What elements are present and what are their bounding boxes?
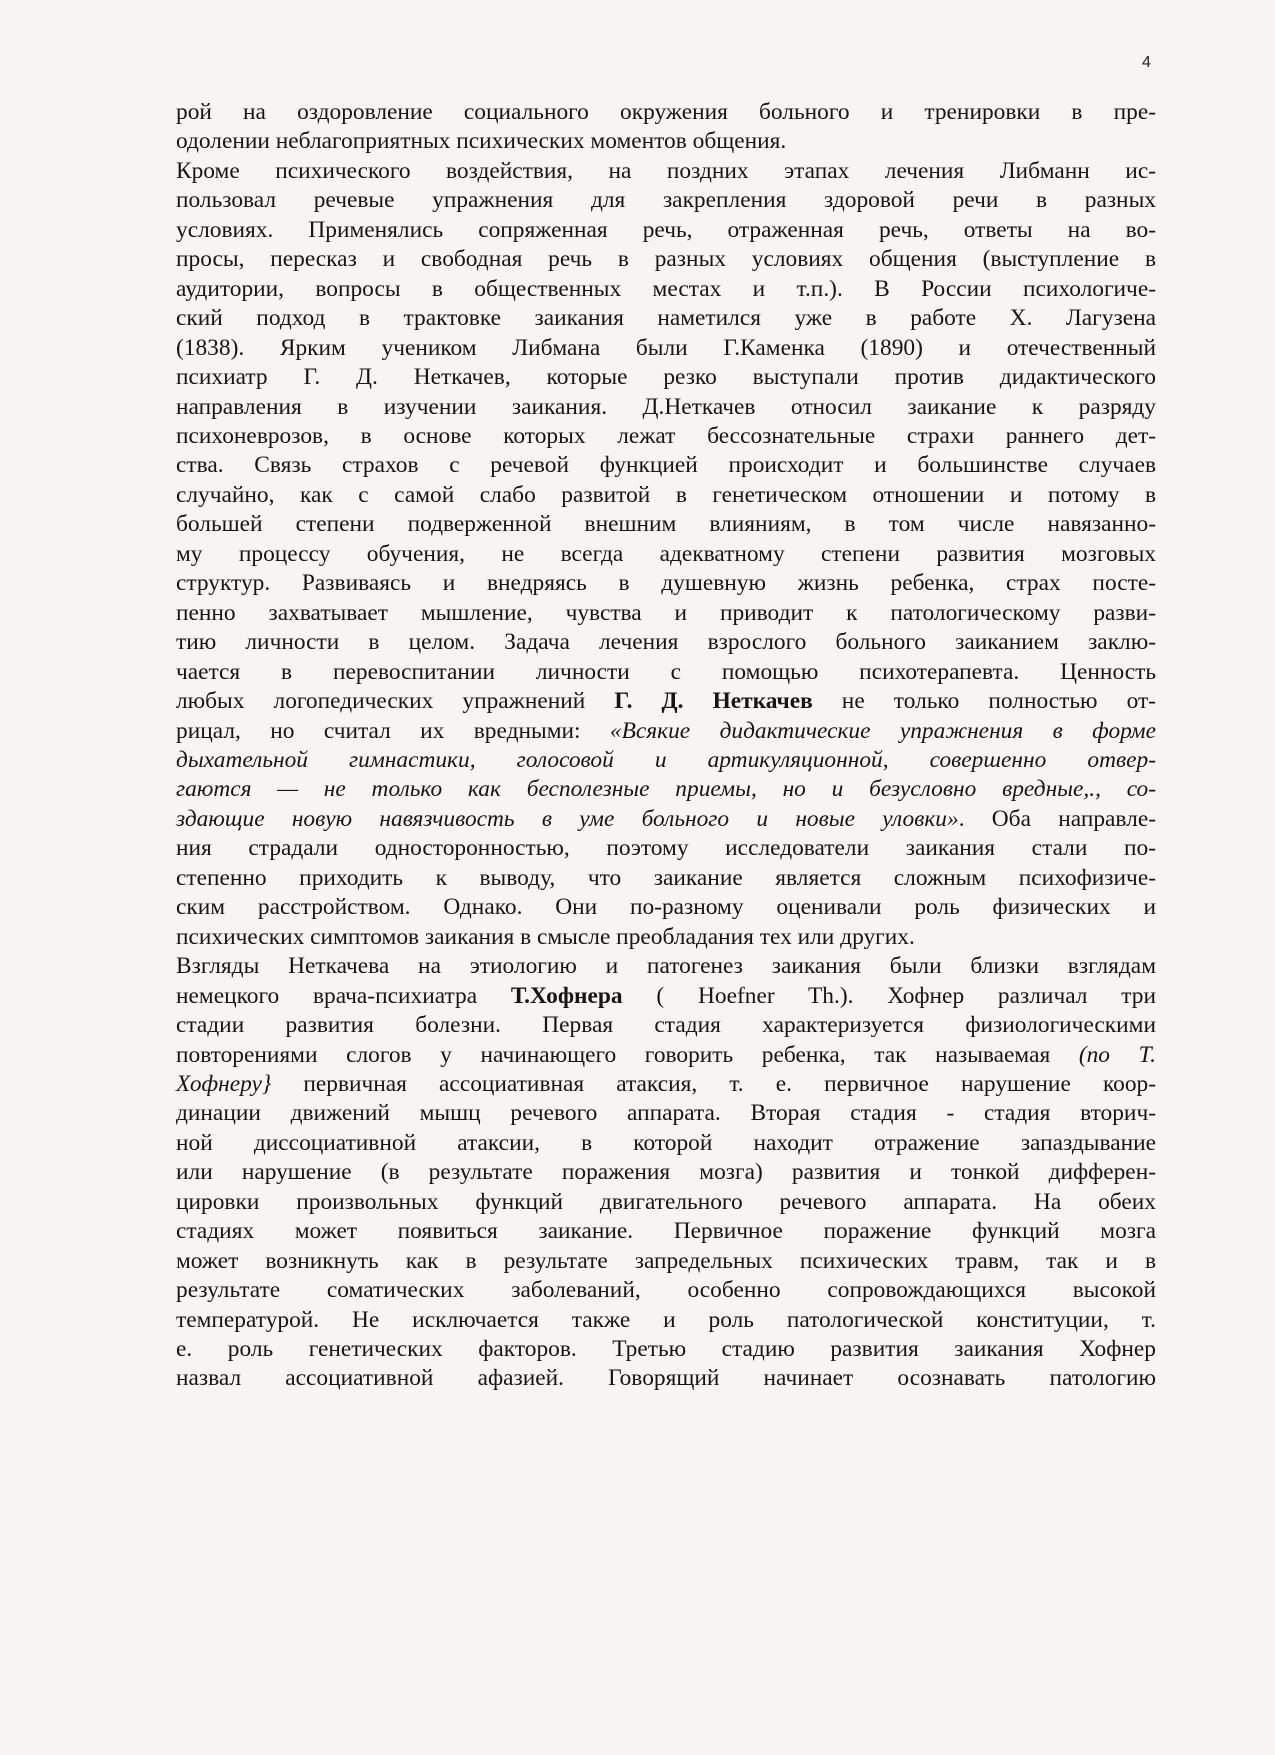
text-segment: результате соматических заболеваний, особенно сопровождающихся высокой (176, 1277, 1156, 1304)
text-segment: большей степени подверженной внешним влияниям, в том числе навязанно- (176, 511, 1156, 538)
text-line (176, 1276, 1156, 1305)
text-segment: просы, пересказ и свободная речь в разных условиях общения (выступление в (176, 246, 1156, 273)
text-line (176, 717, 1156, 746)
text-line (176, 687, 1156, 716)
text-segment: степенно приходить к выводу, что заикание является сложным психофизиче- (176, 864, 1156, 891)
text-line (176, 628, 1156, 657)
text-segment: е. роль генетических факторов. Третью стадию развития заикания Хофнер (176, 1336, 1156, 1363)
text-segment: ский подход в трактовке заикания наметился уже в работе Х. Лагузена (176, 305, 1156, 332)
text-line (176, 923, 1156, 952)
text-line (176, 952, 1156, 981)
text-line (176, 334, 1156, 363)
text-segment: психоневрозов, в основе которых лежат бессознательные страхи раннего дет- (176, 422, 1156, 449)
text-line (176, 186, 1156, 215)
text-segment: не только полностью от- (812, 688, 1156, 715)
text-line (176, 393, 1156, 422)
text-line (176, 1099, 1156, 1128)
text-segment: стадии развития болезни. Первая стадия характеризуется физиологическими (176, 1012, 1156, 1039)
text-line (176, 1306, 1156, 1335)
text-segment: ной диссоциативной атаксии, в которой находит отражение запаздывание (176, 1129, 1156, 1156)
text-line (176, 275, 1156, 304)
text-segment: динации движений мышц речевого аппарата. Вторая стадия - стадия вторич- (176, 1100, 1156, 1127)
text-line (176, 864, 1156, 893)
text-line (176, 157, 1156, 186)
text-segment: стадиях может появиться заикание. Первичное поражение функций мозга (176, 1218, 1156, 1245)
text-segment: пользовал речевые упражнения для закрепления здоровой речи в разных (176, 187, 1156, 214)
text-segment: или нарушение (в результате поражения мозга) развития и тонкой дифферен- (176, 1159, 1156, 1186)
text-segment: ( Hoefner Th.). Хофнер различал три (622, 982, 1156, 1009)
text-segment: тию личности в целом. Задача лечения взрослого больного заиканием заклю- (176, 629, 1156, 656)
text-line (176, 805, 1156, 834)
text-segment: первичная ассоциативная атаксия, т. е. первичное нарушение коор- (271, 1070, 1156, 1097)
text-line (176, 363, 1156, 392)
text-line (176, 510, 1156, 539)
italic-text-segment: здающие новую навязчивость в уме больного и новые уловки» (176, 805, 959, 832)
text-line (176, 1041, 1156, 1070)
text-line (176, 569, 1156, 598)
text-segment: назвал ассоциативной афазией. Говорящий начинает осознавать патологию (176, 1365, 1156, 1392)
text-line (176, 422, 1156, 451)
text-segment: может возникнуть как в результате запредельных психических травм, так и в (176, 1247, 1156, 1274)
text-line (176, 1011, 1156, 1040)
text-segment: чается в перевоспитании личности с помощью психотерапевта. Ценность (176, 658, 1156, 685)
text-line (176, 451, 1156, 480)
text-segment: ния страдали односторонностью, поэтому исследователи заикания стали по- (176, 835, 1156, 862)
italic-text-segment: Хофнеру} (176, 1070, 272, 1097)
text-line (176, 1188, 1156, 1217)
text-line (176, 1217, 1156, 1246)
text-segment: пенно захватывает мышление, чувства и приводит к патологическому разви- (176, 599, 1156, 626)
text-segment: цировки произвольных функций двигательного речевого аппарата. На обеих (176, 1188, 1156, 1215)
text-line (176, 1247, 1156, 1276)
text-line (176, 481, 1156, 510)
text-segment: Взгляды Неткачева на этиологию и патогенез заикания были близки взглядам (176, 953, 1156, 980)
body-text (176, 98, 1156, 1394)
text-line (176, 834, 1156, 863)
text-segment: случайно, как с самой слабо развитой в генетическом отношении и потому в (176, 481, 1156, 508)
text-line (176, 304, 1156, 333)
text-segment: (1838). Ярким учеником Либмана были Г.Каменка (1890) и отечественный (176, 334, 1156, 361)
text-line (176, 540, 1156, 569)
text-segment: ским расстройством. Однако. Они по-разному оценивали роль физических и (176, 894, 1156, 921)
text-line (176, 1335, 1156, 1364)
page-number: 4 (1142, 54, 1151, 71)
text-line (176, 127, 1156, 156)
text-segment: повторениями слогов у начинающего говорить ребенка, так называемая (176, 1041, 1079, 1068)
italic-text-segment: (по Т. (1078, 1041, 1156, 1068)
text-line (176, 599, 1156, 628)
text-segment: Кроме психического воздействия, на поздних этапах лечения Либманн ис- (176, 157, 1156, 184)
text-segment: условиях. Применялись сопряженная речь, отраженная речь, ответы на во- (176, 216, 1156, 243)
text-segment: температурой. Не исключается также и роль патологической конституции, т. (176, 1306, 1156, 1333)
text-line (176, 1158, 1156, 1187)
text-line (176, 982, 1156, 1011)
bold-text-segment: Г. Д. Неткачев (614, 688, 813, 715)
text-segment: . Оба направле- (958, 805, 1156, 832)
text-segment: любых логопедических упражнений (176, 688, 615, 715)
text-segment: рицал, но считал их вредными: (176, 717, 610, 744)
text-segment: одолении неблагоприятных психических моментов общения. (176, 128, 787, 155)
text-segment: аудитории, вопросы в общественных местах и т.п.). В России психологиче- (176, 275, 1156, 302)
text-segment: рой на оздоровление социального окружения больного и тренировки в пре- (176, 99, 1156, 125)
text-segment: психиатр Г. Д. Неткачев, которые резко выступали против дидактического (176, 364, 1156, 391)
text-line (176, 658, 1156, 687)
text-line (176, 893, 1156, 922)
bold-text-segment: Т.Хофнера (510, 982, 623, 1009)
text-segment: му процессу обучения, не всегда адекватному степени развития мозговых (176, 540, 1156, 567)
italic-text-segment: «Всякие дидактические упражнения в форме (609, 717, 1156, 744)
text-segment: психических симптомов заикания в смысле преобладания тех или других. (176, 923, 915, 950)
text-line (176, 245, 1156, 274)
text-line (176, 216, 1156, 245)
text-line (176, 98, 1156, 127)
text-line (176, 1364, 1156, 1393)
italic-text-segment: дыхательной гимнастики, голосовой и артикуляционной, совершенно отвер- (176, 746, 1156, 773)
text-line (176, 1129, 1156, 1158)
italic-text-segment: гаются — не только как бесполезные приемы, но и безусловно вредные,., со- (176, 776, 1156, 803)
text-segment: структур. Развиваясь и внедряясь в душевную жизнь ребенка, страх посте- (176, 570, 1156, 597)
text-segment: направления в изучении заикания. Д.Неткачев относил заикание к разряду (176, 393, 1156, 420)
text-segment: немецкого врача-психиатра (176, 982, 511, 1009)
text-segment: ства. Связь страхов с речевой функцией происходит и большинстве случаев (176, 452, 1156, 479)
text-line (176, 1070, 1156, 1099)
text-line (176, 746, 1156, 775)
text-line (176, 775, 1156, 804)
